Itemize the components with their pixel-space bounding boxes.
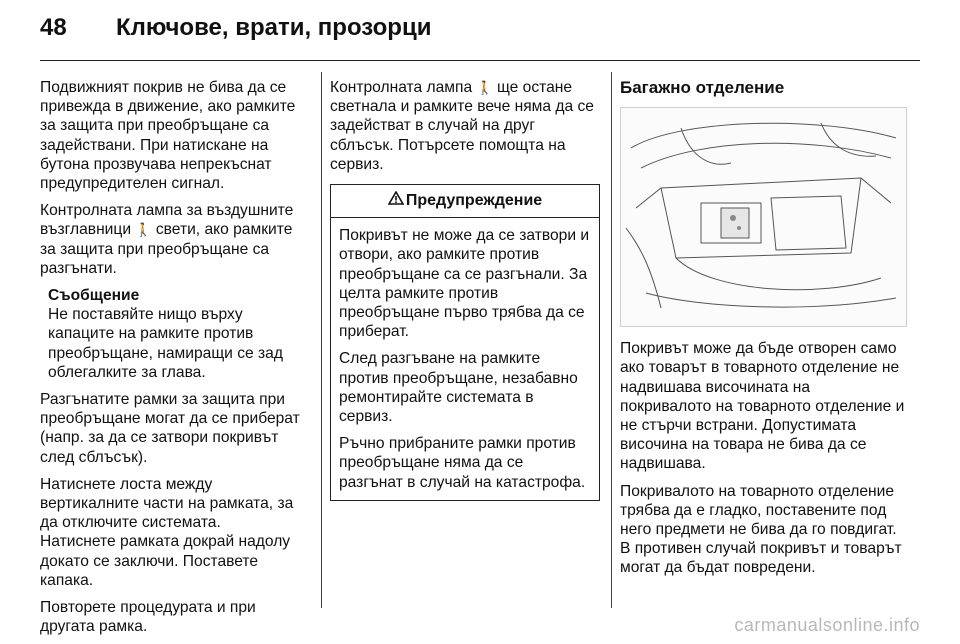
- text: Контролната лампа: [330, 79, 477, 96]
- paragraph: Подвижният покрив не бива да се привежда в движение, ако рамките за защита при преобръщане са задействани. При натискане на бутона прозвучава непрекъснат предупредителен сигнал.: [40, 79, 296, 193]
- page-header: [0, 0, 960, 62]
- paragraph: Покривът може да бъде отворен само ако товарът в товарното отделение не надвишава височината на покривалото на товарното отделение и не стърчи встрани. Допустимата височина на товара не бива да се надвишава.: [620, 340, 905, 473]
- watermark: carmanualsonline.info: [734, 615, 920, 635]
- warning-box: [330, 184, 600, 501]
- text: Контролната лампа за въздушните възглавници: [40, 202, 294, 239]
- header-rule: [40, 60, 920, 61]
- note-title: Съобщение: [48, 287, 140, 305]
- paragraph: [40, 201, 310, 278]
- warning-title: Предупреждение: [405, 192, 543, 210]
- paragraph: Натиснете рамката докрай надолу докато се заключи. Поставете капака.: [40, 533, 291, 589]
- page-number: 48: [40, 14, 67, 41]
- trunk-drawing: [621, 108, 906, 326]
- column-divider-1: [321, 72, 322, 608]
- trunk-illustration: [620, 107, 907, 327]
- note-text: Не поставяйте нищо върху капаците на рамките против преобръщане, намиращи се зад облегалките за глава.: [48, 306, 283, 381]
- paragraph: Ръчно прибраните рамки против преобръщане няма да се разгънат в случай на катастрофа.: [339, 435, 586, 491]
- note-box: [48, 286, 310, 382]
- column-divider-2: [611, 72, 612, 608]
- airbag-lamp-icon: 🚶: [476, 80, 493, 95]
- airbag-lamp-icon: 🚶: [135, 222, 152, 238]
- paragraph: Натиснете лоста между вертикалните части на рамката, за да отключите системата.: [40, 475, 294, 532]
- paragraph: Разгънатите рамки за защита при преобръщане могат да се приберат (напр. за да се затвори покривът след сблъсък).: [40, 391, 300, 466]
- warning-body: [331, 218, 599, 492]
- section-title: Багажно отделение: [620, 78, 785, 97]
- column-middle: [330, 78, 602, 501]
- paragraph: Покривалото на товарното отделение трябва да е гладко, поставените под него предмети не бива да го повдигат. В противен случай покривът и товарът могат да бъдат повредени.: [620, 482, 902, 577]
- text: свети, ако рамките за защита при преобръщане са разгънати.: [40, 221, 293, 277]
- paragraph: [330, 78, 602, 174]
- paragraph: Покривът не може да се затвори и отвори, ако рамките против преобръщане са се разгънали. За целта рамките против преобръщане първо трябва да се приберат.: [339, 227, 590, 341]
- paragraph: След разгъване на рамките против преобръщане, незабавно ремонтирайте системата в сервиз.: [339, 350, 578, 426]
- warning-triangle-icon: [388, 191, 404, 210]
- text: ще остане светнала и рамките вече няма да се задействат в случай на друг сблъсък. Потърсете помощта на сервиз.: [330, 79, 594, 173]
- paragraph: Повторете процедурата и при другата рамка.: [40, 599, 256, 636]
- page-title: Ключове, врати, прозорци: [116, 14, 432, 41]
- warning-header: [331, 185, 599, 218]
- column-left: [40, 78, 310, 644]
- column-right: [620, 78, 905, 586]
